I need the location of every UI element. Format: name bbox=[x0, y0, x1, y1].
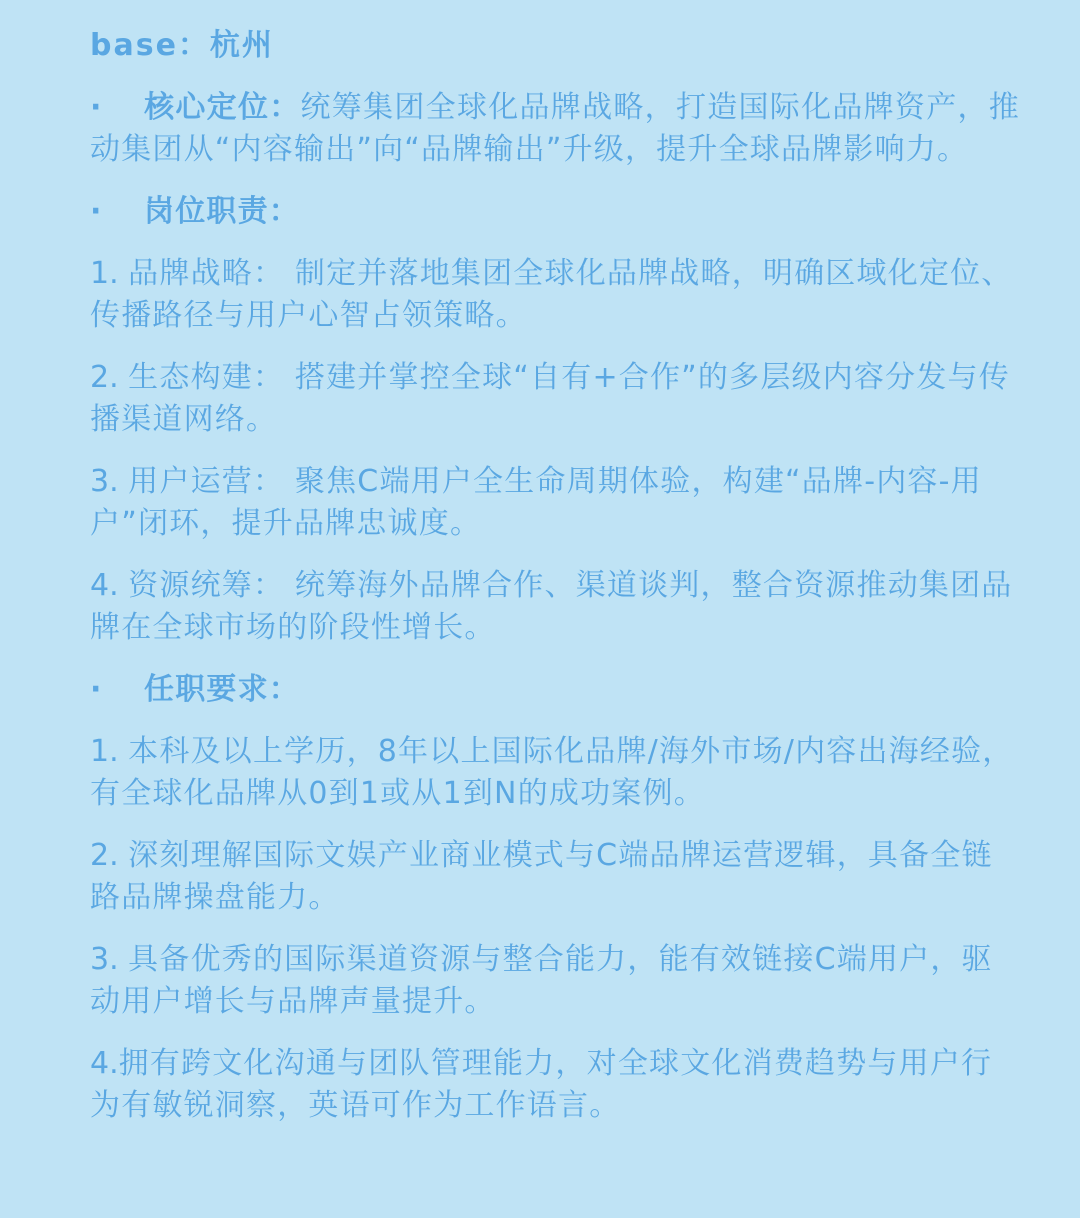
item-text: 统筹海外品牌合作、渠道谈判，整合资源推动集团品牌在全球市场的阶段性增长。 bbox=[90, 568, 1013, 645]
requirement-item bbox=[90, 835, 1020, 919]
item-number: 4. bbox=[90, 568, 129, 603]
item-head: 用户运营： bbox=[128, 464, 285, 499]
base-location: base：杭州 bbox=[90, 28, 274, 63]
duties-heading bbox=[90, 191, 1020, 233]
duty-item bbox=[90, 357, 1020, 441]
core-position-section bbox=[90, 87, 1020, 171]
item-head: 生态构建： bbox=[128, 360, 285, 395]
item-text: 制定并落地集团全球化品牌战略，明确区域化定位、传播路径与用户心智占领策略。 bbox=[90, 256, 1013, 333]
item-number: 1. bbox=[90, 734, 129, 769]
item-number: 2. bbox=[90, 360, 129, 395]
requirement-item bbox=[90, 731, 1020, 815]
bullet-dot: · bbox=[90, 194, 103, 229]
bullet-dot: · bbox=[90, 672, 103, 707]
duties-label: 岗位职责： bbox=[144, 194, 300, 229]
item-text: 深刻理解国际文娱产业商业模式与C端品牌运营逻辑，具备全链路品牌操盘能力。 bbox=[90, 838, 993, 915]
item-text: 聚焦C端用户全生命周期体验，构建“品牌-内容-用户”闭环，提升品牌忠诚度。 bbox=[90, 464, 982, 541]
duty-item bbox=[90, 565, 1020, 649]
requirements-heading bbox=[90, 669, 1020, 711]
item-number: 3. bbox=[90, 464, 129, 499]
duty-item bbox=[90, 461, 1020, 545]
item-text: 搭建并掌控全球“自有+合作”的多层级内容分发与传播渠道网络。 bbox=[90, 360, 1010, 437]
duty-item bbox=[90, 253, 1020, 337]
item-number: 1. bbox=[90, 256, 129, 291]
item-number: 4. bbox=[90, 1046, 119, 1081]
item-number: 3. bbox=[90, 942, 129, 977]
requirements-label: 任职要求： bbox=[144, 672, 300, 707]
item-number: 2. bbox=[90, 838, 129, 873]
core-position-text: 统筹集团全球化品牌战略，打造国际化品牌资产，推动集团从“内容输出”向“品牌输出”升级，提升全球品牌影响力。 bbox=[90, 90, 1020, 167]
requirement-item bbox=[90, 1043, 1020, 1127]
item-head: 品牌战略： bbox=[128, 256, 285, 291]
item-text: 具备优秀的国际渠道资源与整合能力，能有效链接C端用户，驱动用户增长与品牌声量提升。 bbox=[90, 942, 993, 1019]
item-head: 资源统筹： bbox=[128, 568, 285, 603]
requirement-item bbox=[90, 939, 1020, 1023]
bullet-dot: · bbox=[90, 90, 103, 125]
item-text: 拥有跨文化沟通与团队管理能力，对全球文化消费趋势与用户行为有敏锐洞察，英语可作为工作语言。 bbox=[90, 1046, 993, 1123]
item-text: 本科及以上学历，8年以上国际化品牌/海外市场/内容出海经验，有全球化品牌从0到1或从1到N的成功案例。 bbox=[90, 734, 1014, 811]
core-position-label: 核心定位： bbox=[144, 90, 301, 125]
